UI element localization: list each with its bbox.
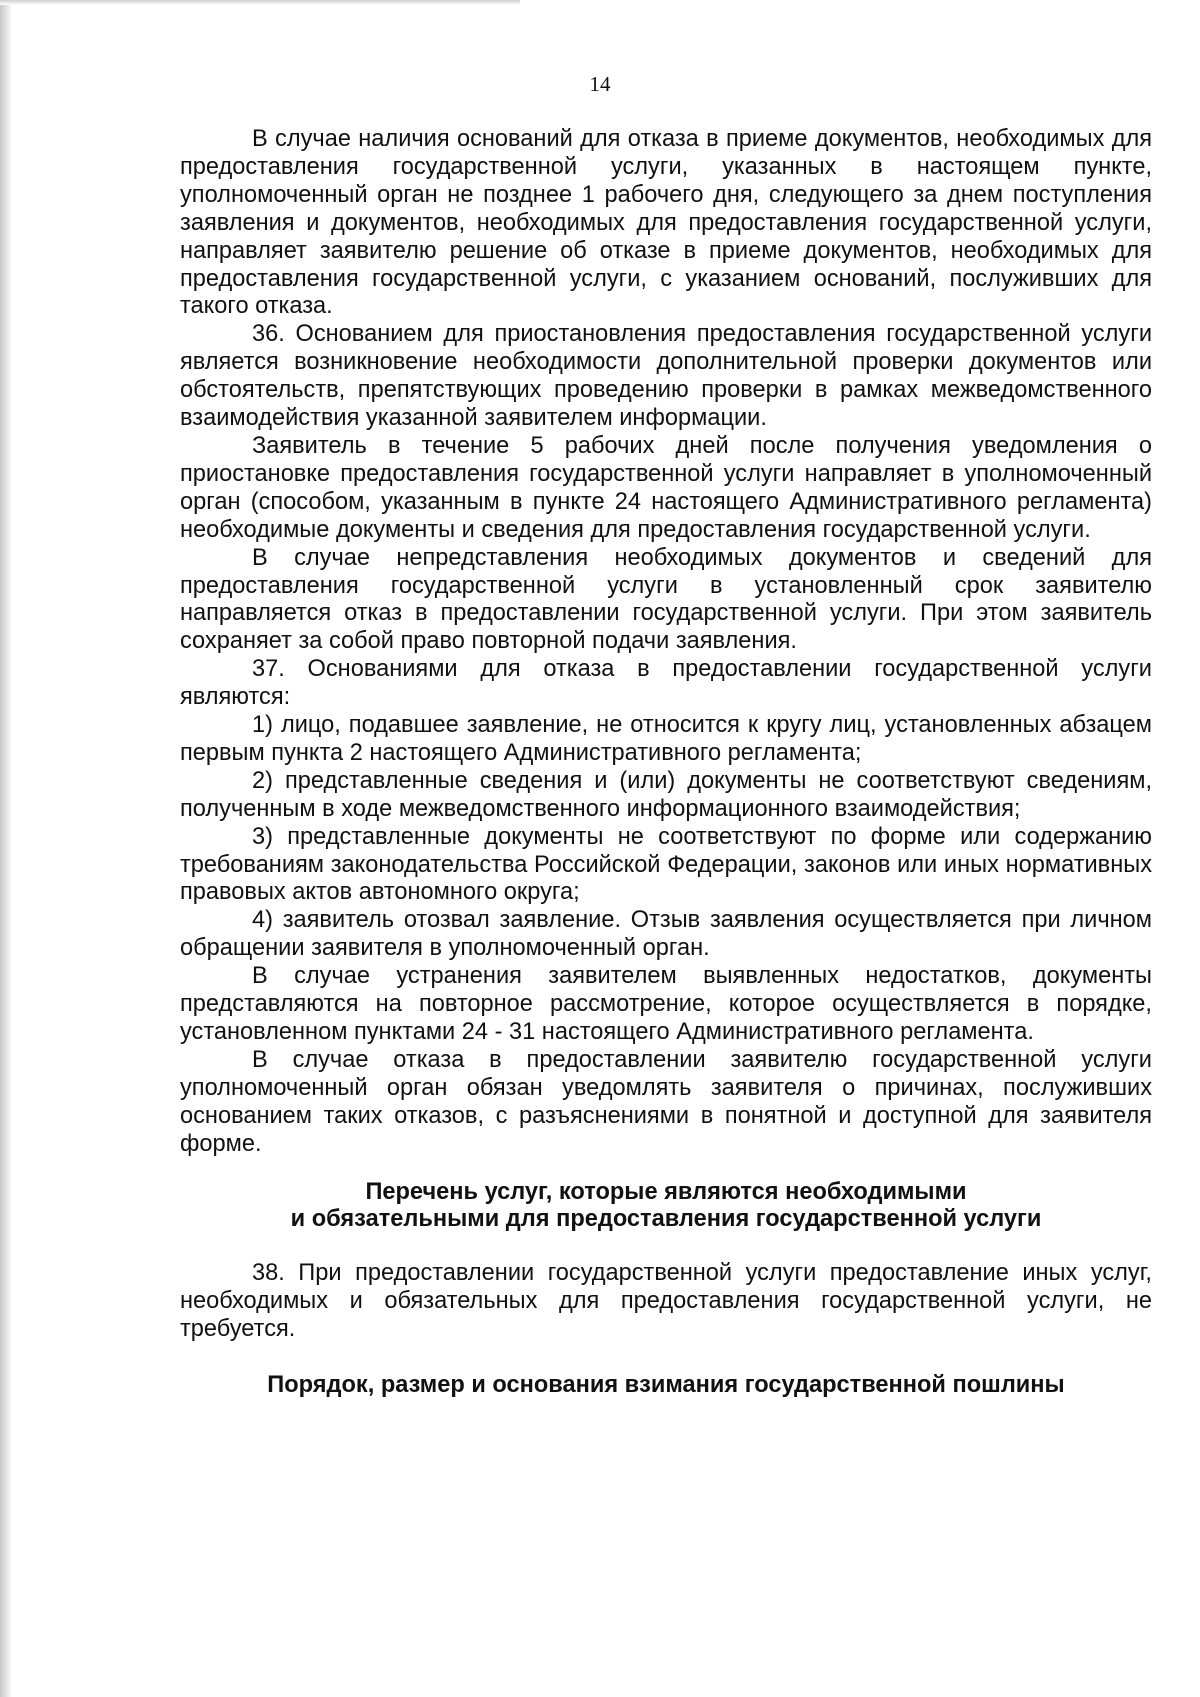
paragraph: В случае наличия оснований для отказа в приеме документов, необходимых для предоставления государственной услуги, указанных в настоящем пункте, уполномоченный орган не позднее 1 рабочего дня, следующего за днем поступления заявления и документов, необходимых для предоставления государственной услуги, направляет заявителю решение об отказе в приеме документов, необходимых для предоставления государственной услуги, с указанием оснований, послуживших для такого отказа. bbox=[180, 126, 1152, 320]
list-item-1: 1) лицо, подавшее заявление, не относится к кругу лиц, установленных абзацем первым пункта 2 настоящего Административного регламента; bbox=[180, 712, 1152, 766]
section-heading: Порядок, размер и основания взимания государственной пошлины bbox=[267, 1372, 1065, 1399]
paragraph: В случае устранения заявителем выявленных недостатков, документы представляются на повторное рассмотрение, которое осуществляется в порядке, установленном пунктами 24 - 31 настоящего Административного регламента. bbox=[180, 963, 1152, 1045]
paragraph-38: 38. При предоставлении государственной услуги предоставление иных услуг, необходимых и обязательных для предоставления государственной услуги, не требуется. bbox=[180, 1260, 1152, 1343]
paragraph: Заявитель в течение 5 рабочих дней после получения уведомления о приостановке предоставления государственной услуги направляет в уполномоченный орган (способом, указанным в пункте 24 настоящего Административного регламента) необходимые документы и сведения для предоставления государственной услуги. bbox=[180, 432, 1152, 543]
paragraph: В случае непредставления необходимых документов и сведений для предоставления государственной услуги в установленный срок заявителю направляется отказ в предоставлении государственной услуги. При этом заявитель сохраняет за собой право повторной подачи заявления. bbox=[180, 544, 1152, 655]
section-heading-line: и обязательными для предоставления государственной услуги bbox=[290, 1206, 1042, 1233]
page-number: 14 bbox=[589, 72, 611, 96]
scan-shadow-left bbox=[0, 0, 12, 1697]
paragraph-36: 36. Основанием для приостановления предоставления государственной услуги является возникновение необходимости дополнительной проверки документов или обстоятельств, препятствующих проведению проверки в рамках межведомственного взаимодействия указанной заявителем информации. bbox=[180, 321, 1152, 432]
section-heading-line: Перечень услуг, которые являются необходимыми bbox=[365, 1178, 967, 1205]
paragraph: В случае отказа в предоставлении заявителю государственной услуги уполномоченный орган обязан уведомлять заявителя о причинах, послуживших основанием таких отказов, с разъяснениями в понятной и доступной для заявителя форме. bbox=[180, 1046, 1152, 1157]
document-body bbox=[180, 126, 1152, 1400]
list-item-2: 2) представленные сведения и (или) документы не соответствуют сведениям, полученным в ходе межведомственного информационного взаимодействия; bbox=[180, 767, 1152, 822]
list-item-4: 4) заявитель отозвал заявление. Отзыв заявления осуществляется при личном обращении заявителя в уполномоченный орган. bbox=[180, 907, 1152, 962]
scan-shadow-top bbox=[0, 0, 520, 5]
paragraph-37: 37. Основаниями для отказа в предоставлении государственной услуги являются: bbox=[180, 656, 1152, 711]
list-item-3: 3) представленные документы не соответствуют по форме или содержанию требованиям законодательства Российской Федерации, законов или иных нормативных правовых актов автономного округа; bbox=[180, 823, 1152, 906]
